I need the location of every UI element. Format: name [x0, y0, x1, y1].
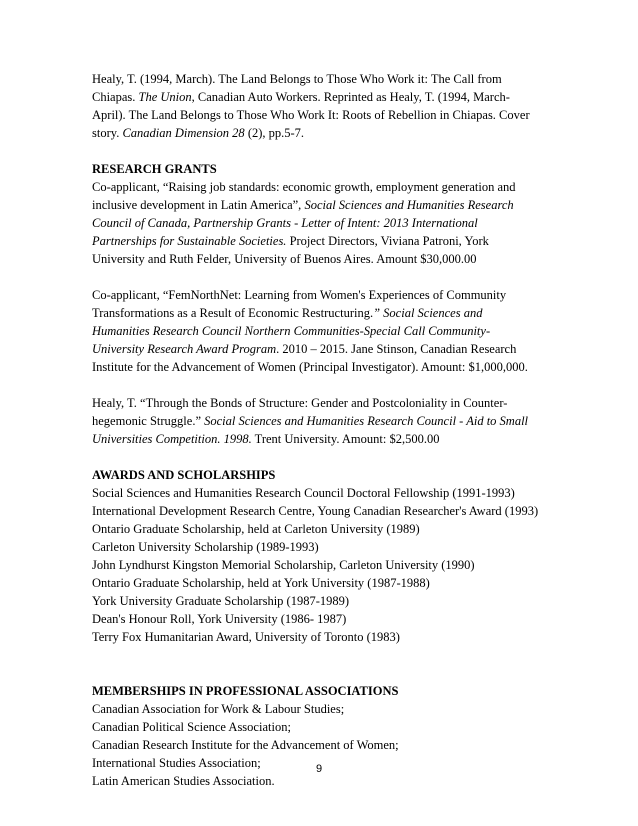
list-item: Ontario Graduate Scholarship, held at York University (1987-1988) [92, 576, 430, 590]
publication-line: story. Canadian Dimension 28 (2), pp.5-7. [92, 126, 305, 140]
awards-heading: AWARDS AND SCHOLARSHIPS [92, 468, 276, 482]
list-item: Latin American Studies Association. [92, 774, 275, 788]
publication-line: Healy, T. (1994, March). The Land Belongs to Those Who Work it: The Call from [92, 72, 502, 86]
list-item: Carleton University Scholarship (1989-1993) [92, 540, 319, 554]
grant-entry: Healy, T. “Through the Bonds of Structure: Gender and Postcoloniality in Counter- hegemonic Struggle.” Social Sciences and Humanities Research Council - Aid to Small Universities Competition. 1998. Trent University. Amount: $2,500.00 [92, 396, 529, 446]
list-item: York University Graduate Scholarship (1987-1989) [92, 594, 350, 608]
list-item: International Studies Association; [92, 756, 261, 770]
awards-list [92, 484, 552, 646]
list-item: Dean's Honour Roll, York University (1986- 1987) [92, 612, 347, 626]
grant-entry: Co-applicant, “Raising job standards: economic growth, employment generation and inclusive development in Latin America”, Social Sciences and Humanities Research Council of Canada, Partnership Grants - Letter of Intent: 2013 International Partnerships for Sustainable Societies. Project Directors, Viviana Patroni, York University and Ruth Felder, University of Buenos Aires. Amount $30,000.00 [92, 180, 516, 266]
list-item: John Lyndhurst Kingston Memorial Scholarship, Carleton University (1990) [92, 558, 475, 572]
journal-title: Canadian Dimension 28 [122, 126, 245, 140]
list-item: Terry Fox Humanitarian Award, University of Toronto (1983) [92, 630, 400, 644]
list-item: Canadian Research Institute for the Advancement of Women; [92, 738, 399, 752]
journal-title: The Union [138, 90, 192, 104]
list-item: Canadian Political Science Association; [92, 720, 291, 734]
research-grants-heading: RESEARCH GRANTS [92, 162, 217, 176]
publication-entry [92, 70, 552, 142]
publication-line: Chiapas. The Union, Canadian Auto Workers. Reprinted as Healy, T. (1994, March- [92, 90, 510, 104]
list-item: Ontario Graduate Scholarship, held at Carleton University (1989) [92, 522, 420, 536]
list-item: Social Sciences and Humanities Research Council Doctoral Fellowship (1991-1993) [92, 486, 515, 500]
publication-line: April). The Land Belongs to Those Who Work It: Roots of Rebellion in Chiapas. Cover [92, 108, 530, 122]
list-item: Canadian Association for Work & Labour Studies; [92, 702, 345, 716]
grant-entry: Co-applicant, “FemNorthNet: Learning from Women's Experiences of Community Transformations as a Result of Economic Restructuring.” Social Sciences and Humanities Research Council Northern Communities-Special Call Community- University Research Award Program. 2010 – 2015. Jane Stinson, Canadian Research Institute for the Advancement of Women (Principal Investigator). Amount: $1,000,000. [92, 288, 528, 374]
list-item: International Development Research Centre, Young Canadian Researcher's Award (1993) [92, 504, 539, 518]
page-number: 9 [315, 763, 323, 775]
memberships-heading: MEMBERSHIPS IN PROFESSIONAL ASSOCIATIONS [92, 684, 399, 698]
document-page [92, 70, 552, 790]
